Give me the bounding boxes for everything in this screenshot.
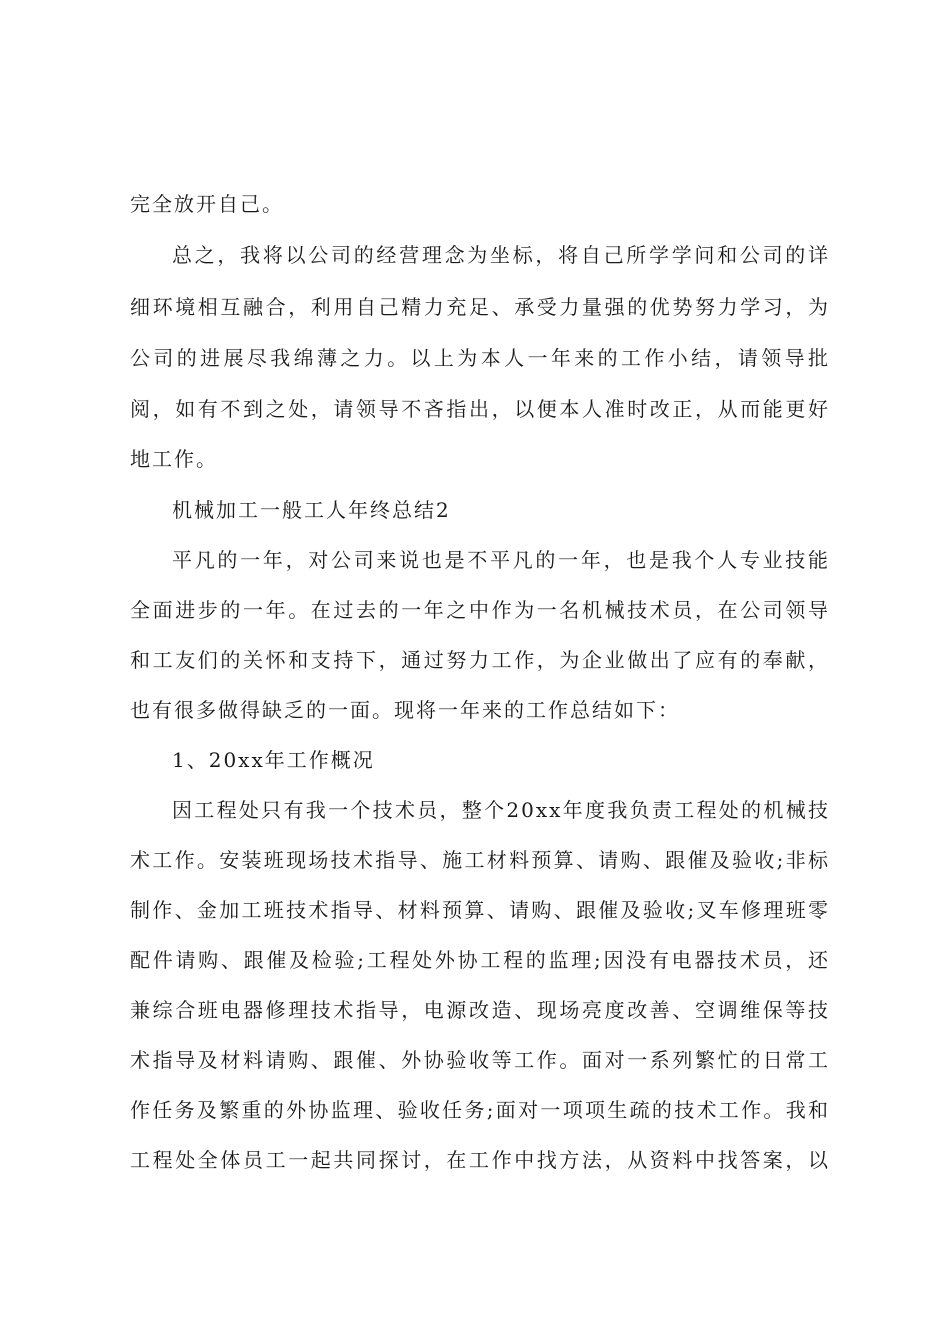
section-heading: 1、20xx年工作概况 <box>172 748 375 772</box>
paragraph-line: 工程处全体员工一起共同探讨，在工作中找方法，从资料中找答案，以 <box>130 1148 830 1172</box>
paragraph-line: 阅，如有不到之处，请领导不吝指出，以便本人准时改正，从而能更好 <box>130 397 830 421</box>
paragraph-line: 制作、金加工班技术指导、材料预算、请购、跟催及验收;叉车修理班零 <box>130 898 830 922</box>
paragraph-line: 因工程处只有我一个技术员，整个20xx年度我负责工程处的机械技 <box>172 798 830 822</box>
paragraph-line: 细环境相互融合，利用自己精力充足、承受力量强的优势努力学习，为 <box>130 295 830 319</box>
paragraph-line: 作任务及繁重的外协监理、验收任务;面对一项项生疏的技术工作。我和 <box>130 1098 830 1122</box>
paragraph-line: 全面进步的一年。在过去的一年之中作为一名机械技术员，在公司领导 <box>130 598 830 622</box>
section-heading: 机械加工一般工人年终总结2 <box>172 498 451 522</box>
paragraph-line: 总之，我将以公司的经营理念为坐标，将自己所学学问和公司的详 <box>172 243 830 267</box>
paragraph-line: 术工作。安装班现场技术指导、施工材料预算、请购、跟催及验收;非标 <box>130 848 830 872</box>
paragraph-line: 配件请购、跟催及检验;工程处外协工程的监理;因没有电器技术员，还 <box>130 948 830 972</box>
paragraph-line: 兼综合班电器修理技术指导，电源改造、现场亮度改善、空调维保等技 <box>130 998 830 1022</box>
paragraph-line: 完全放开自己。 <box>130 192 284 216</box>
paragraph-line: 地工作。 <box>130 447 218 471</box>
paragraph-line: 和工友们的关怀和支持下，通过努力工作，为企业做出了应有的奉献， <box>130 648 830 672</box>
paragraph-line: 公司的进展尽我绵薄之力。以上为本人一年来的工作小结，请领导批 <box>130 346 830 370</box>
paragraph-line: 也有很多做得缺乏的一面。现将一年来的工作总结如下： <box>130 698 680 722</box>
paragraph-line: 术指导及材料请购、跟催、外协验收等工作。面对一系列繁忙的日常工 <box>130 1048 830 1072</box>
paragraph-line: 平凡的一年，对公司来说也是不平凡的一年，也是我个人专业技能 <box>172 548 830 572</box>
